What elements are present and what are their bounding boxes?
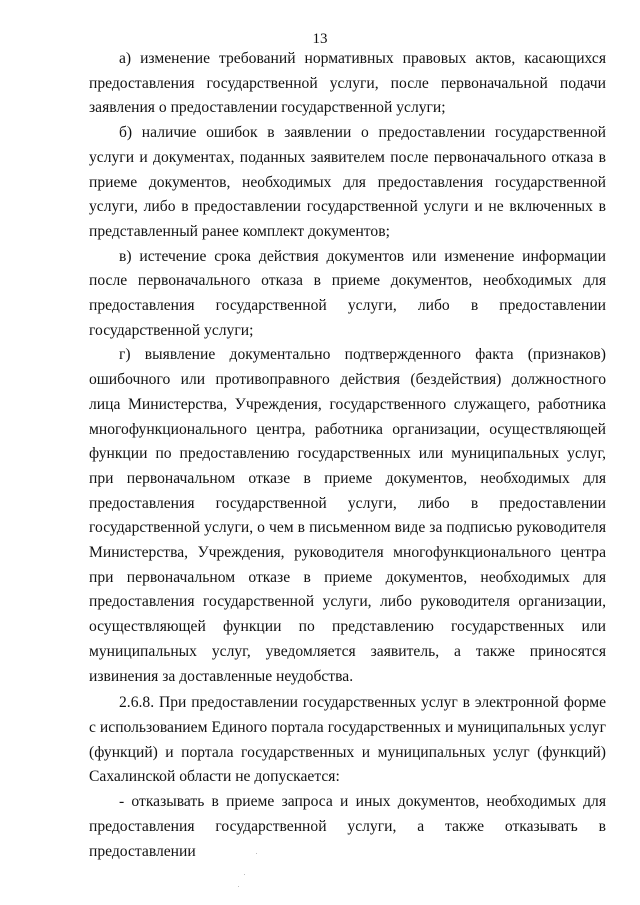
paragraph-item-v: в) истечение срока действия документов или изменение информации после первоначального отказа в приеме документов, необходимых для предоставления государственной услуги, либо в предоставлении государственной услуги; <box>89 247 606 339</box>
paragraph-section-2-6-8: 2.6.8. При предоставлении государственных услуг в электронной форме с использованием Единого портала государственных и муниципальных услуг (функций) и портала государственных и муниципальных услуг (функций) Сахалинской области не допускается: <box>89 694 606 786</box>
page-number: 13 <box>312 31 328 47</box>
scan-speck <box>256 853 257 854</box>
paragraph-item-a: а) изменение требований нормативных правовых актов, касающихся предоставления государственной услуги, после первоначальной подачи заявления о предоставлении государственной услуги; <box>89 50 606 117</box>
scan-speck <box>238 886 239 887</box>
scan-speck <box>244 874 245 875</box>
paragraph-list-item-dash: - отказывать в приеме запроса и иных документов, необходимых для предоставления государственной услуги, а также отказывать в предоставлении <box>89 793 606 860</box>
paragraph-item-b: б) наличие ошибок в заявлении о предоставлении государственной услуги и документах, поданных заявителем после первоначального отказа в приеме документов, необходимых для предоставления государственной услуги, либо в предоставлении государственной услуги и не включенных в представленный ранее комплект документов; <box>89 124 606 240</box>
paragraph-item-g: г) выявление документально подтвержденного факта (признаков) ошибочного или противоправного действия (бездействия) должностного лица Министерства, Учреждения, государственного служащего, работника многофункционального центра, работника организации, осуществляющей функции по предоставлению государственных или муниципальных услуг, при первоначальном отказе в приеме документов, необходимых для предоставления государственной услуги, либо в предоставлении государственной услуги, о чем в письменном виде за подписью руководителя Министерства, Учреждения, руководителя многофункционального центра при первоначальном отказе в приеме документов, необходимых для предоставления государственной услуги, либо руководителя организации, осуществляющей функции по представлению государственных или муниципальных услуг, уведомляется заявитель, а также приносятся извинения за доставленные неудобства. <box>89 346 606 685</box>
document-body <box>89 47 606 864</box>
